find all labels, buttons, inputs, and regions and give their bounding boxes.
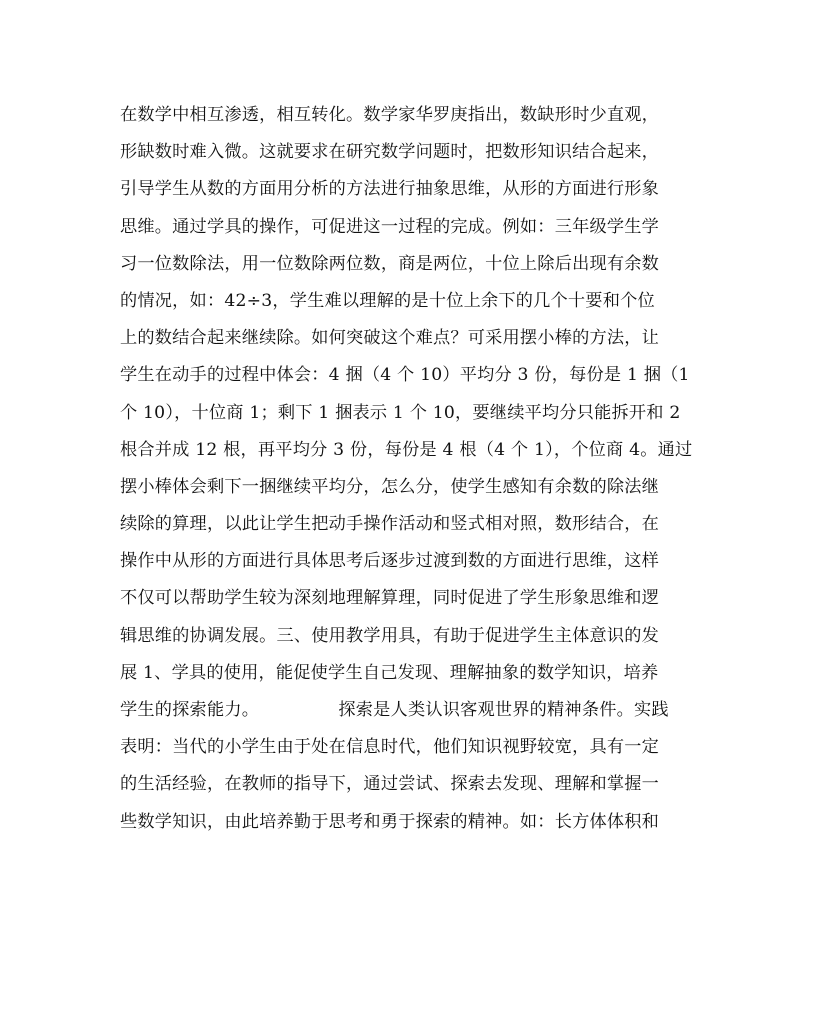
text-line: 的生活经验，在教师的指导下，通过尝试、探索去发现、理解和掌握一 [120,774,660,795]
text-line: 学生在动手的过程中体会：4 捆（4 个 10）平均分 3 份，每份是 1 捆（1 [120,365,690,386]
text-line: 引导学生从数的方面用分析的方法进行抽象思维，从形的方面进行形象 [120,179,660,200]
text-line: 展 1、学具的使用，能促使学生自己发现、理解抽象的数学知识，培养 [120,662,659,683]
text-line: 在数学中相互渗透，相互转化。数学家华罗庚指出，数缺形时少直观， [120,105,660,125]
text-line: 辑思维的协调发展。三、使用教学用具，有助于促进学生主体意识的发 [120,625,660,646]
text-line: 表明：当代的小学生由于处在信息时代，他们知识视野较宽，具有一定 [120,737,660,758]
text-line: 根合并成 12 根，再平均分 3 份，每份是 4 根（4 个 1），个位商 4。通过 [120,439,693,460]
text-line: 续除的算理，以此让学生把动手操作活动和竖式相对照，数形结合，在 [120,514,660,535]
text-line: 习一位数除法，用一位数除两位数，商是两位，十位上除后出现有余数 [120,253,660,274]
text-line: 摆小棒体会剩下一捆继续平均分，怎么分，使学生感知有余数的除法继 [120,476,660,497]
text-line: 上的数结合起来继续除。如何突破这个难点？可采用摆小棒的方法，让 [120,328,660,349]
text-line: 些数学知识，由此培养勤于思考和勇于探索的精神。如：长方体体积和 [120,811,660,832]
text-line: 思维。通过学具的操作，可促进这一过程的完成。例如：三年级学生学 [120,216,660,237]
text-line: 的情况，如：42÷3，学生难以理解的是十位上余下的几个十要和个位 [120,290,655,311]
body-text [120,97,700,841]
text-line: 形缺数时难入微。这就要求在研究数学问题时，把数形知识结合起来， [120,142,660,163]
text-line: 个 10），十位商 1；剩下 1 捆表示 1 个 10，要继续平均分只能拆开和 2 [120,402,681,423]
text-line: 操作中从形的方面进行具体思考后逐步过渡到数的方面进行思维，这样 [120,551,660,572]
text-line: 不仅可以帮助学生较为深刻地理解算理，同时促进了学生形象思维和逻 [120,588,660,609]
text-line: 学生的探索能力。 探索是人类认识客观世界的精神条件。实践 [120,700,669,720]
